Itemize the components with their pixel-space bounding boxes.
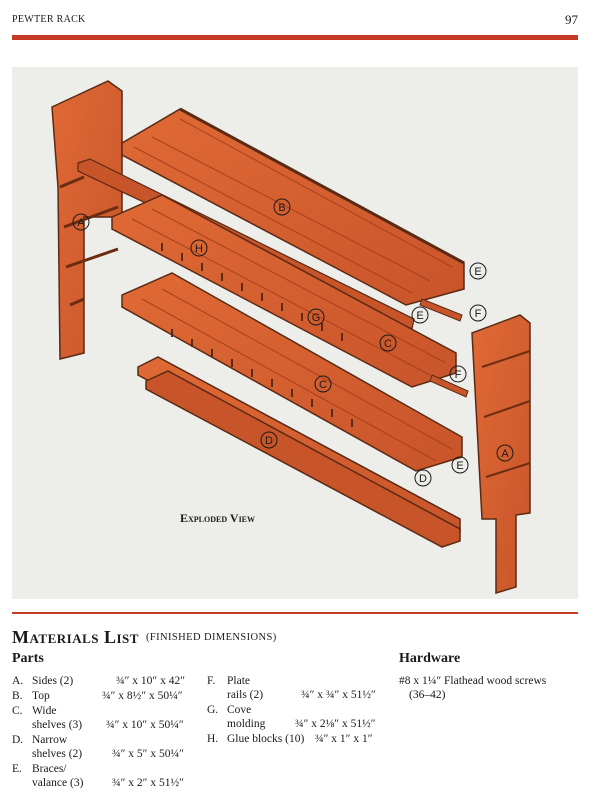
label-d-bottom: D xyxy=(265,435,273,447)
page-number: 97 xyxy=(565,12,578,27)
part-name-continued: valance (3) xyxy=(32,777,84,789)
part-row-d xyxy=(12,733,202,761)
part-name-continued: shelves (3) xyxy=(32,719,83,731)
part-dimensions: ¾″ x 2″ x 51½″ xyxy=(112,777,184,789)
label-e-middle: E xyxy=(416,310,424,322)
part-dimensions: ¾″ x 8½″ x 50¼″ xyxy=(102,690,183,702)
label-f-lower: F xyxy=(454,369,462,381)
section-rule xyxy=(12,612,578,614)
part-name-continued: rails (2) xyxy=(227,689,264,701)
part-letter: G. xyxy=(207,704,219,716)
part-name: Top xyxy=(32,690,50,702)
label-a-left: A xyxy=(77,217,85,229)
part-name-continued: molding xyxy=(227,718,266,730)
part-letter: F. xyxy=(207,675,216,687)
part-dimensions: ¾″ x 10″ x 42″ xyxy=(116,675,185,687)
exploded-view-drawing xyxy=(12,67,578,599)
part-letter: C. xyxy=(12,705,23,717)
part-name: Sides (2) xyxy=(32,675,74,687)
part-dimensions: ¾″ x 5″ x 50¼″ xyxy=(112,748,184,760)
label-b: B xyxy=(278,202,286,214)
part-letter: H. xyxy=(207,733,219,745)
parts-list-left xyxy=(12,674,202,789)
part-name: Cove xyxy=(227,704,252,716)
part-name: Braces/ xyxy=(32,763,67,775)
part-row-f xyxy=(207,674,397,702)
hardware-quantity: (36–42) xyxy=(409,689,446,701)
label-c-upper: C xyxy=(384,338,392,350)
exploded-view-caption: Exploded View xyxy=(180,511,256,525)
label-g: G xyxy=(311,312,321,324)
part-name: Plate xyxy=(227,675,250,687)
part-letter: A. xyxy=(12,675,24,687)
page-header xyxy=(12,12,578,32)
part-dimensions: ¾″ x 2⅛″ x 51½″ xyxy=(295,718,376,730)
part-name: Wide xyxy=(32,705,57,717)
part-row-g xyxy=(207,703,397,731)
label-h: H xyxy=(195,243,203,255)
part-name-continued: shelves (2) xyxy=(32,748,83,760)
label-e-top: E xyxy=(474,266,482,278)
running-title: PEWTER RACK xyxy=(12,14,86,25)
part-dimensions: ¾″ x ¾″ x 51½″ xyxy=(301,689,376,701)
label-f-top: F xyxy=(474,308,482,320)
part-letter: D. xyxy=(12,734,24,746)
hardware-item: #8 x 1¼″ Flathead wood screws xyxy=(399,675,547,687)
part-letter: B. xyxy=(12,690,23,702)
label-d-narrow: D xyxy=(419,473,427,485)
label-c-middle: C xyxy=(319,379,327,391)
plate-rail-lower xyxy=(430,375,468,397)
part-name: Glue blocks (10) xyxy=(227,733,305,745)
hardware-list xyxy=(399,674,579,702)
label-a-right: A xyxy=(501,448,509,460)
part-row-c xyxy=(12,704,202,732)
materials-list-title: Materials List xyxy=(12,627,139,647)
hardware-heading: Hardware xyxy=(399,651,461,666)
part-dimensions: ¾″ x 1″ x 1″ xyxy=(315,733,373,745)
header-rule xyxy=(12,35,578,40)
part-row-a xyxy=(12,674,202,688)
parts-heading: Parts xyxy=(12,651,44,666)
part-dimensions: ¾″ x 10″ x 50¼″ xyxy=(106,719,184,731)
part-name: Narrow xyxy=(32,734,68,746)
part-row-b xyxy=(12,689,202,703)
part-row-h xyxy=(207,732,397,746)
materials-list-subtitle: (FINISHED DIMENSIONS) xyxy=(146,632,277,643)
label-e-bottom: E xyxy=(456,460,464,472)
parts-list-right xyxy=(207,674,397,754)
part-row-e xyxy=(12,762,202,790)
exploded-view-illustration xyxy=(12,67,578,599)
part-letter: E. xyxy=(12,763,22,775)
